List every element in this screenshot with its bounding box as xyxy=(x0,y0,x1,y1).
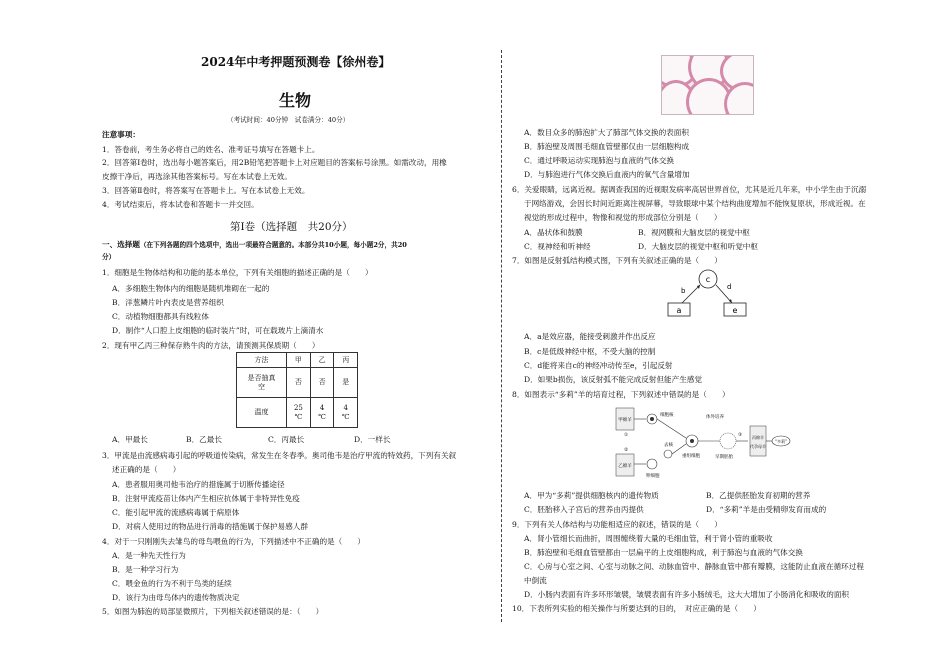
q8-stem: 8．如图表示“多莉”羊的培育过程，下列叙述中错误的是（ ） xyxy=(512,390,730,399)
label-d: d xyxy=(727,283,732,291)
note-item: 4．考试结束后，将本试卷和答题卡一并交回。 xyxy=(102,200,259,209)
surrogate-label: 代孕母羊 xyxy=(750,444,766,449)
exam-info: （考试时间：40分钟 试卷满分：40分） xyxy=(227,116,350,124)
q4-option-d: D．该行为由母鸟体内的遗传物质决定 xyxy=(112,593,240,602)
cell-line: 25 xyxy=(293,403,303,412)
cell-line: ℃ xyxy=(318,412,326,421)
q9-option-b: B．肺泡壁和毛细血管壁都由一层扁平的上皮细胞构成，利于肺泡与血液的气体交换 xyxy=(524,548,803,557)
notes-heading: 注意事项： xyxy=(102,130,140,139)
q1-stem: 1．细胞是生物体结构和功能的基本单位，下列有关细胞的描述正确的是（ ） xyxy=(102,268,373,277)
egg-label: 卵细胞 xyxy=(646,474,660,479)
node-c-label: c xyxy=(705,275,711,284)
enucleated-cell-icon xyxy=(664,450,672,458)
embryo-label: 早期胚胎 xyxy=(715,455,733,460)
table-header: 方法 xyxy=(237,353,287,368)
q3-option-d: D．对病人使用过的物品进行消毒的措施属于保护易感人群 xyxy=(112,522,308,531)
table-cell xyxy=(237,368,287,398)
fusion-label: 重组细胞 xyxy=(682,454,700,459)
q9-option-c-cont: 中倒流 xyxy=(524,576,547,585)
q7-option-d: D．如果b损伤，该反射弧不能完成反射但能产生感觉 xyxy=(524,375,703,384)
q8-option-a: A．甲为“多莉”提供细胞核内的遗传物质 xyxy=(524,491,659,500)
note-item: 3．回答第Ⅱ卷时，将答案写在答题卡上。写在本试卷上无效。 xyxy=(102,186,310,195)
q6-stem: 6．关爱眼睛，远离近视。据调查我国的近视眼发病率高居世界首位，尤其是近几年来，中小学生由于沉溺 xyxy=(512,185,867,194)
q1-option-d: D．制作“人口腔上皮细胞的临时装片”时，可在载玻片上滴清水 xyxy=(112,326,324,335)
sheep-a-label: 甲绵羊 xyxy=(618,418,632,423)
embryo-icon xyxy=(720,433,736,449)
q4-option-b: B．是一种学习行为 xyxy=(112,565,179,574)
node-a-label: a xyxy=(676,306,682,315)
nucleus-icon xyxy=(650,417,654,421)
q4-option-c: C．喂金鱼的行为不利于鸟类的延续 xyxy=(112,579,232,588)
subject-title: 生物 xyxy=(279,91,312,110)
q3-option-b: B．注射甲流疫苗让体内产生相应抗体属于非特异性免疫 xyxy=(112,494,300,503)
q3-stem: 3．甲流是由流感病毒引起的呼吸道传染病，常发生在冬春季。奥司他韦是治疗甲流的特效药，下列有关叙 xyxy=(102,451,457,460)
sheep-c-label: 丙绵羊 xyxy=(752,435,764,440)
tag-1: ① xyxy=(624,433,629,438)
q9-option-d: D．小肠内表面有许多环形皱襞，皱襞表面有许多小肠绒毛，这大大增加了小肠消化和吸收的面积 xyxy=(524,590,850,599)
q8-option-d: D．“多莉”羊是由受精卵发育而成的 xyxy=(706,505,827,514)
q5-option-d: D．与肺泡进行气体交换后血液内的氧气含量增加 xyxy=(524,170,690,179)
reflex-arc-diagram xyxy=(654,266,750,322)
egg-cell-icon xyxy=(647,459,657,469)
q5-option-c: C．通过呼吸运动实现肺泡与血液的气体交换 xyxy=(524,156,675,165)
section1-lead xyxy=(102,240,407,250)
cultured-label: 体外培养 xyxy=(706,415,724,420)
table-header: 丙 xyxy=(334,353,358,368)
q4-stem: 4．对于一只刚刚失去雏鸟的母鸟喂鱼的行为，下列描述中不正确的是（ ） xyxy=(102,537,366,546)
exam-title: 2024年中考押题预测卷【徐州卷】 xyxy=(201,55,391,69)
table-header: 乙 xyxy=(310,353,334,368)
q5-stem: 5．如图为肺泡的局部显微照片，下列相关叙述错误的是：（ ） xyxy=(102,607,324,616)
note-item: 皮擦干净后，再选涂其他答案标号。写在本试卷上无效。 xyxy=(102,172,292,181)
q3-option-c: C．能引起甲流的流感病毒属于病原体 xyxy=(112,508,240,517)
q9-stem: 9．下列有关人体结构与功能相适应的叙述，错误的是（ ） xyxy=(512,520,722,529)
arrow xyxy=(672,444,686,454)
q6-option-c: C．视神经和听神经 xyxy=(524,242,591,251)
table-cell: 是 xyxy=(334,368,358,398)
sheep-c-box xyxy=(750,426,766,456)
dolly-label: “多莉” xyxy=(774,439,788,444)
cell-line: ℃ xyxy=(294,412,303,421)
section1-lead-text: 一、选择题 xyxy=(102,240,140,249)
table-header: 甲 xyxy=(287,353,311,368)
q1-option-c: C．动植物细胞都具有线粒体 xyxy=(112,312,209,321)
q2-stem: 2．现有甲乙丙三种保存熟牛肉的方法，请预测其保质期（ ） xyxy=(102,341,320,350)
q7-stem: 7．如图是反射弧结构模式图，下列有关叙述正确的是（ ） xyxy=(512,256,722,265)
table-cell: 否 xyxy=(310,368,334,398)
table-cell xyxy=(287,398,311,428)
q7-option-a: A．a是效应器，能接受刺激并作出反应 xyxy=(524,332,656,341)
node-e-label: e xyxy=(732,306,738,315)
q6-option-d: D．大脑皮层的视觉中枢和听觉中枢 xyxy=(638,242,758,251)
q8-option-b: B．乙提供胚胎发育初期的营养 xyxy=(706,491,811,500)
arrow xyxy=(657,419,686,438)
table-cell xyxy=(310,398,334,428)
part1-title: 第Ⅰ卷（选择题 共20分） xyxy=(230,221,353,233)
q1-option-b: B．洋葱鳞片叶内表皮是营养组织 xyxy=(112,298,224,307)
table-cell xyxy=(334,398,358,428)
q2-option-c: C．丙最长 xyxy=(268,435,305,444)
section1-instr-cont: 分） xyxy=(102,253,116,261)
q9-option-c: C．心房与心室之间、心室与动脉之间、动脉血管中、静脉血管中都有瓣膜，这能防止血液在循环过程 xyxy=(524,562,864,571)
enucleated-label: 去核 xyxy=(664,443,673,448)
q3-option-a: A．患者服用奥司他韦治疗的措施属于切断传播途径 xyxy=(112,480,285,489)
table-cell: 否 xyxy=(287,368,311,398)
q6-stem-cont: 视觉的形成过程中，物像和视觉的形成部位分别是（ ） xyxy=(524,213,722,222)
sheep-b-label: 乙绵羊 xyxy=(618,464,632,469)
q10-stem: 10．下表所列实验的相关操作与所要达到的目的， 对应正确的是（ ） xyxy=(512,604,761,613)
q2-table xyxy=(236,352,358,428)
q6-stem-cont: 于网络游戏，会因长时间近距离注视屏幕，导致眼球中某个结构曲度增加不能恢复原状，形成近视。在 xyxy=(524,199,866,208)
tag-2: ② xyxy=(624,448,629,453)
section1-instr: （在下列各题的四个选项中，选出一项最符合题意的。本部分共10小题，每小题2分，共20 xyxy=(139,241,407,249)
note-item: 2．回答第Ⅰ卷时，选出每小题答案后，用2B铅笔把答题卡上对应题目的答案标号涂黑。如需改动，用橡 xyxy=(102,158,447,167)
cell-line: 空 xyxy=(258,382,266,391)
q5-option-a: A．数目众多的肺泡扩大了肺部气体交换的表面积 xyxy=(524,128,689,137)
alveoli-micrograph-image xyxy=(661,55,754,115)
cell-line: 是否抽真 xyxy=(247,373,276,382)
cell-line: ℃ xyxy=(341,412,350,421)
tag-3: ③ xyxy=(738,433,743,438)
q5-option-b: B．肺泡壁及周围毛细血管壁都仅由一层细胞构成 xyxy=(524,142,690,151)
note-item: 1．答卷前，考生务必将自己的姓名、准考证号填写在答题卡上。 xyxy=(102,145,320,154)
q4-option-a: A．是一种先天性行为 xyxy=(112,551,186,560)
cell-line: 4 xyxy=(319,403,325,412)
q9-option-a: A．肾小管细长而曲折，周围缠绕着大量的毛细血管，利于肾小管的重吸收 xyxy=(524,534,773,543)
q1-option-a: A．多细胞生物体内的细胞是随机堆砌在一起的 xyxy=(112,284,270,293)
q3-stem-cont: 述正确的是（ ） xyxy=(112,465,181,474)
q8-option-c: C．胚胎移入子宫后的营养由丙提供 xyxy=(524,505,644,514)
label-b: b xyxy=(681,287,686,295)
table-cell: 温度 xyxy=(237,398,287,428)
q6-option-a: A．晶状体和鼓膜 xyxy=(524,228,583,237)
q7-option-c: C．d能将来自c的神经冲动传至e，引起反射 xyxy=(524,361,673,370)
nucleus-label: 细胞核 xyxy=(660,413,674,418)
q2-option-d: D．一样长 xyxy=(354,435,391,444)
q7-option-b: B．c是低级神经中枢，不受大脑的控制 xyxy=(524,347,656,356)
cloning-diagram xyxy=(612,404,792,482)
column-divider xyxy=(501,50,502,622)
cell-line: 4 xyxy=(343,403,348,412)
q2-option-a: A．甲最长 xyxy=(112,435,148,444)
fused-nucleus-icon xyxy=(690,439,694,443)
q6-option-b: B．视网膜和大脑皮层的视觉中枢 xyxy=(638,228,750,237)
q2-option-b: B．乙最长 xyxy=(186,435,222,444)
